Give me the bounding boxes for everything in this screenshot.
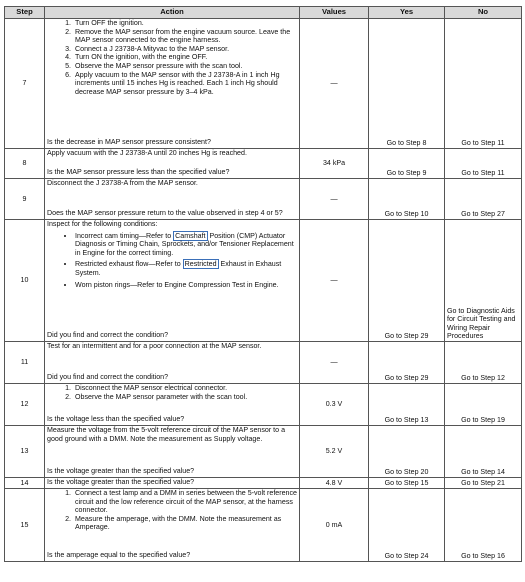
action-steps — [47, 19, 297, 96]
action-text: Inspect for the following conditions: — [47, 220, 158, 228]
value-cell: 5.2 V — [300, 426, 369, 478]
table-row — [5, 342, 522, 384]
action-step: 2. Remove the MAP sensor from the engine vacuum source. Leave the MAP sensor connected to the engine harness. — [73, 28, 297, 45]
action-step: 6. Apply vacuum to the MAP sensor with the J 23738-A in 1 inch Hg increments until 15 inches Hg is reached. Each 1 inch Hg should decrease MAP sensor pressure by 3–4 kPa. — [73, 71, 297, 97]
action-step: 2. Observe the MAP sensor parameter with the scan tool. — [73, 393, 297, 402]
value-cell: 34 kPa — [300, 149, 369, 179]
table-row — [5, 220, 522, 342]
no-link[interactable]: Go to Step 16 — [445, 489, 522, 562]
action-cell — [45, 426, 300, 478]
value-cell: — — [300, 179, 369, 220]
action-cell — [45, 489, 300, 562]
condition-text: Exhaust in Exhaust System. — [75, 260, 282, 277]
yes-link[interactable]: Go to Step 8 — [369, 19, 445, 149]
header-action: Action — [45, 7, 300, 19]
value-cell: 4.8 V — [300, 478, 369, 489]
table-row — [5, 384, 522, 426]
diagnostic-table — [4, 6, 522, 562]
action-cell — [45, 342, 300, 384]
action-question: Is the decrease in MAP sensor pressure consistent? — [47, 138, 211, 147]
action-question: Did you find and correct the condition? — [47, 373, 169, 382]
no-link[interactable]: Go to Step 11 — [445, 19, 522, 149]
no-link[interactable]: Go to Step 14 — [445, 426, 522, 478]
table-row — [5, 179, 522, 220]
action-step: 1. Disconnect the MAP sensor electrical connector. — [73, 384, 297, 393]
action-cell — [45, 220, 300, 342]
action-step: 2. Measure the amperage, with the DMM. Note the measurement as Amperage. — [73, 515, 297, 532]
action-text: Test for an intermittent and for a poor connection at the MAP sensor. — [47, 342, 262, 350]
yes-link[interactable]: Go to Step 29 — [369, 342, 445, 384]
action-cell — [45, 149, 300, 179]
no-link[interactable]: Go to Step 19 — [445, 384, 522, 426]
action-question: Is the MAP sensor pressure less than the specified value? — [47, 168, 230, 177]
condition-text: Position (CMP) Actuator Diagnosis or Timing Chain, Sprockets, and/or Tensioner Replacement in Engine for the correct timing. — [75, 231, 294, 257]
action-step: 3. Connect a J 23738-A Mityvac to the MAP sensor. — [73, 45, 297, 54]
action-text: Disconnect the J 23738-A from the MAP sensor. — [47, 179, 198, 187]
action-question: Did you find and correct the condition? — [47, 331, 169, 340]
condition-item: • Worn piston rings—Refer to Engine Compression Test in Engine. — [75, 281, 297, 290]
yes-link[interactable]: Go to Step 20 — [369, 426, 445, 478]
condition-text: Incorrect cam timing—Refer to — [75, 231, 174, 240]
yes-link[interactable]: Go to Step 13 — [369, 384, 445, 426]
table-row — [5, 149, 522, 179]
header-values: Values — [300, 7, 369, 19]
action-steps — [47, 384, 297, 401]
value-cell: 0.3 V — [300, 384, 369, 426]
action-step: 1. Connect a test lamp and a DMM in series between the 5-volt reference circuit and the low reference circuit of the MAP sensor, at the harness connector. — [73, 489, 297, 515]
table-row — [5, 426, 522, 478]
step-number: 13 — [5, 426, 45, 478]
restricted-link[interactable]: Restricted — [184, 260, 217, 269]
table-header-row — [5, 7, 522, 19]
table-row — [5, 19, 522, 149]
action-question: Does the MAP sensor pressure return to the value observed in step 4 or 5? — [47, 209, 283, 218]
action-text: Measure the voltage from the 5-volt reference circuit of the MAP sensor to a good ground with a DMM. Note the measurement as Supply voltage. — [47, 426, 286, 443]
header-no: No — [445, 7, 522, 19]
yes-link[interactable]: Go to Step 24 — [369, 489, 445, 562]
yes-link[interactable]: Go to Step 29 — [369, 220, 445, 342]
value-cell: — — [300, 19, 369, 149]
value-cell: 0 mA — [300, 489, 369, 562]
condition-list — [47, 232, 297, 290]
action-step: 5. Observe the MAP sensor pressure with the scan tool. — [73, 62, 297, 71]
action-cell — [45, 19, 300, 149]
step-number: 10 — [5, 220, 45, 342]
action-question: Is the voltage greater than the specified value? — [47, 478, 195, 486]
header-yes: Yes — [369, 7, 445, 19]
step-number: 9 — [5, 179, 45, 220]
value-cell: — — [300, 220, 369, 342]
action-text: Apply vacuum with the J 23738-A until 20 inches Hg is reached. — [47, 149, 247, 157]
step-number: 11 — [5, 342, 45, 384]
table-row — [5, 478, 522, 489]
no-link[interactable]: Go to Step 12 — [445, 342, 522, 384]
action-cell — [45, 478, 300, 489]
action-step: 1. Turn OFF the ignition. — [73, 19, 297, 28]
step-number: 14 — [5, 478, 45, 489]
action-step: 4. Turn ON the ignition, with the engine OFF. — [73, 53, 297, 62]
step-number: 15 — [5, 489, 45, 562]
action-question: Is the voltage less than the specified value? — [47, 415, 185, 424]
condition-item — [75, 232, 297, 258]
no-link[interactable]: Go to Step 11 — [445, 149, 522, 179]
yes-link[interactable]: Go to Step 9 — [369, 149, 445, 179]
no-link[interactable]: Go to Step 27 — [445, 179, 522, 220]
yes-link[interactable]: Go to Step 10 — [369, 179, 445, 220]
action-steps — [47, 489, 297, 532]
action-question: Is the amperage equal to the specified value? — [47, 551, 191, 560]
header-step: Step — [5, 7, 45, 19]
table-row — [5, 489, 522, 562]
no-link[interactable]: Go to Diagnostic Aids for Circuit Testing and Wiring Repair Procedures — [445, 220, 522, 342]
condition-item — [75, 260, 297, 277]
step-number: 12 — [5, 384, 45, 426]
step-number: 7 — [5, 19, 45, 149]
no-link[interactable]: Go to Step 21 — [445, 478, 522, 489]
action-cell — [45, 384, 300, 426]
step-number: 8 — [5, 149, 45, 179]
action-cell — [45, 179, 300, 220]
action-question: Is the voltage greater than the specified value? — [47, 467, 195, 476]
condition-text: Restricted exhaust flow—Refer to — [75, 260, 183, 269]
camshaft-link[interactable]: Camshaft — [175, 231, 206, 240]
value-cell: — — [300, 342, 369, 384]
yes-link[interactable]: Go to Step 15 — [369, 478, 445, 489]
